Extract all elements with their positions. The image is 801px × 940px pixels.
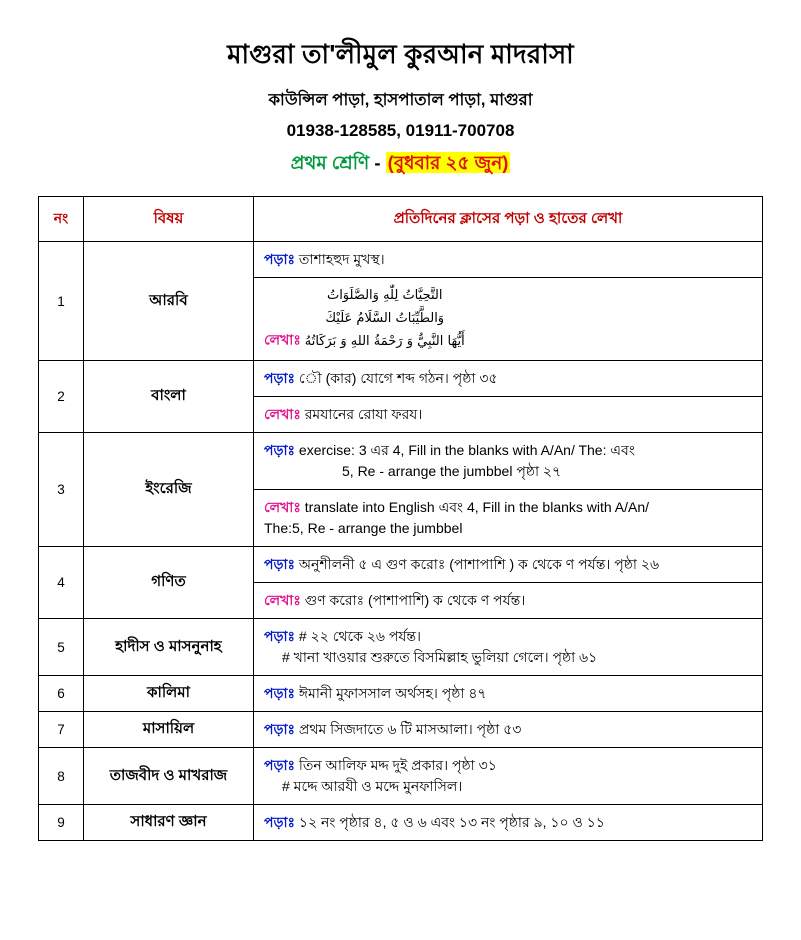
row-subject: আরবি — [84, 242, 254, 361]
row-number: 9 — [39, 805, 84, 841]
row-content — [254, 547, 763, 619]
header-subject: বিষয় — [84, 197, 254, 242]
row-number: 2 — [39, 361, 84, 433]
arabic-line-3: أَيُّهَا النَّبِيُّ وَ رَحْمَةُ اللهِ وَ بَرَكَاتُهُ — [304, 333, 465, 349]
class-date-line — [38, 149, 763, 180]
row-subject: হাদীস ও মাসনুনাহ — [84, 619, 254, 676]
table-row — [39, 676, 763, 712]
pora-text-line2: # মদ্দে আরযী ও মদ্দে মুনফাসিল। — [282, 778, 463, 795]
pora-label: পড়াঃ — [264, 721, 296, 738]
pora-text: প্রথম সিজদাতে ৬ টি মাসআলা। পৃষ্ঠা ৫৩ — [298, 721, 522, 738]
lekha-text-line2: The:5, Re - arrange the jumbbel — [264, 520, 463, 537]
pora-text: ১২ নং পৃষ্ঠার ৪, ৫ ও ৬ এবং ১৩ নং পৃষ্ঠার ৯, ১০ ও ১১ — [298, 814, 605, 831]
pora-label: পড়াঃ — [264, 628, 296, 645]
school-phones: 01938-128585, 01911-700708 — [286, 121, 515, 140]
row-content — [254, 433, 763, 547]
row-subject: মাসায়িল — [84, 712, 254, 748]
row-content — [254, 676, 763, 712]
row-number: 6 — [39, 676, 84, 712]
row-number: 7 — [39, 712, 84, 748]
lekha-section — [254, 278, 762, 360]
pora-label: পড়াঃ — [264, 757, 296, 774]
row-content — [254, 619, 763, 676]
pora-label: পড়াঃ — [264, 685, 296, 702]
table-row — [39, 748, 763, 805]
pora-section — [254, 361, 762, 397]
arabic-line-2: وَالطَّيِّبَاتُ السَّلَامُ عَلَيْكَ — [325, 310, 445, 326]
row-number: 3 — [39, 433, 84, 547]
pora-section — [254, 619, 762, 675]
pora-text: অনুশীলনী ৫ এ গুণ করোঃ (পাশাপাশি ) ক থেকে ণ পর্যন্ত। পৃষ্ঠা ২৬ — [298, 556, 660, 573]
pora-text: ৌ (কার) যোগে শব্দ গঠন। পৃষ্ঠা ৩৫ — [321, 370, 498, 387]
pora-text-line1: exercise: 3 এর 4, Fill in the blanks with A/An/ The: এবং — [298, 442, 635, 459]
row-content — [254, 361, 763, 433]
lekha-text: রমযানের রোযা ফরয। — [304, 406, 423, 423]
table-row — [39, 805, 763, 841]
table-row — [39, 547, 763, 619]
pora-label: পড়াঃ — [264, 556, 296, 573]
class-date-separator: - — [369, 152, 386, 173]
pora-text: তাশাহহুদ মুখস্থ। — [298, 251, 385, 267]
pora-section — [254, 676, 762, 711]
table-row — [39, 619, 763, 676]
table-row — [39, 712, 763, 748]
lekha-section — [254, 397, 762, 432]
table-row — [39, 242, 763, 361]
lekha-label: লেখাঃ — [264, 406, 301, 423]
document-header — [38, 34, 763, 180]
pora-text-line2: # খানা খাওয়ার শুরুতে বিসমিল্লাহ ভুলিয়া গেলে। পৃষ্ঠা ৬১ — [282, 649, 598, 666]
row-content — [254, 748, 763, 805]
row-content — [254, 712, 763, 748]
row-number: 1 — [39, 242, 84, 361]
lekha-section — [254, 583, 762, 618]
school-address: কাউন্সিল পাড়া, হাসপাতাল পাড়া, মাগুরা — [268, 91, 533, 109]
row-subject: তাজবীদ ও মাখরাজ — [84, 748, 254, 805]
table-row — [39, 433, 763, 547]
arabic-line-1: التَّحِيَّاتُ لِلّٰهِ وَالصَّلَوَاتُ — [326, 288, 443, 303]
row-number: 8 — [39, 748, 84, 805]
pora-section — [254, 712, 762, 747]
lekha-label: লেখাঃ — [264, 331, 301, 348]
row-subject: সাধারণ জ্ঞান — [84, 805, 254, 841]
header-work: প্রতিদিনের ক্লাসের পড়া ও হাতের লেখা — [254, 197, 763, 242]
header-no: নং — [39, 197, 84, 242]
pora-section — [254, 805, 762, 840]
lekha-label: লেখাঃ — [264, 592, 301, 609]
lekha-section — [254, 490, 762, 546]
row-content — [254, 242, 763, 361]
pora-text-line1: # ২২ থেকে ২৬ পর্যন্ত। — [298, 628, 422, 645]
pora-section — [254, 547, 762, 583]
routine-table — [38, 196, 763, 841]
lekha-label: লেখাঃ — [264, 499, 301, 516]
table-row — [39, 361, 763, 433]
row-content — [254, 805, 763, 841]
row-subject: গণিত — [84, 547, 254, 619]
pora-label: পড়াঃ — [264, 251, 296, 267]
row-subject: কালিমা — [84, 676, 254, 712]
pora-label: পড়াঃ — [264, 442, 296, 459]
row-number: 5 — [39, 619, 84, 676]
row-subject: ইংরেজি — [84, 433, 254, 547]
pora-section — [254, 242, 762, 278]
date-label: (বুধবার ২৫ জুন) — [387, 152, 509, 173]
table-header-row — [39, 197, 763, 242]
lekha-text-line1: translate into English এবং 4, Fill in the blanks with A/An/ — [304, 499, 650, 516]
class-label: প্রথম শ্রেণি — [290, 152, 370, 173]
arabic-text-block — [305, 285, 585, 353]
pora-text-line1: তিন আলিফ মদ্দ দুই প্রকার। পৃষ্ঠা ৩১ — [298, 757, 497, 774]
pora-label: পড়াঃ — [264, 370, 296, 387]
pora-text-line2: 5, Re - arrange the jumbbel পৃষ্ঠা ২৭ — [342, 463, 562, 480]
row-number: 4 — [39, 547, 84, 619]
lekha-text: গুণ করোঃ (পাশাপাশি) ক থেকে ণ পর্যন্ত। — [304, 592, 526, 609]
school-name: মাগুরা তা'লীমুল কুরআন মাদরাসা — [227, 39, 574, 69]
pora-label: পড়াঃ — [264, 814, 296, 831]
pora-section — [254, 748, 762, 804]
pora-section — [254, 433, 762, 490]
row-subject: বাংলা — [84, 361, 254, 433]
pora-text: ঈমানী মুফাসসাল অর্থসহ। পৃষ্ঠা ৪৭ — [298, 685, 487, 702]
